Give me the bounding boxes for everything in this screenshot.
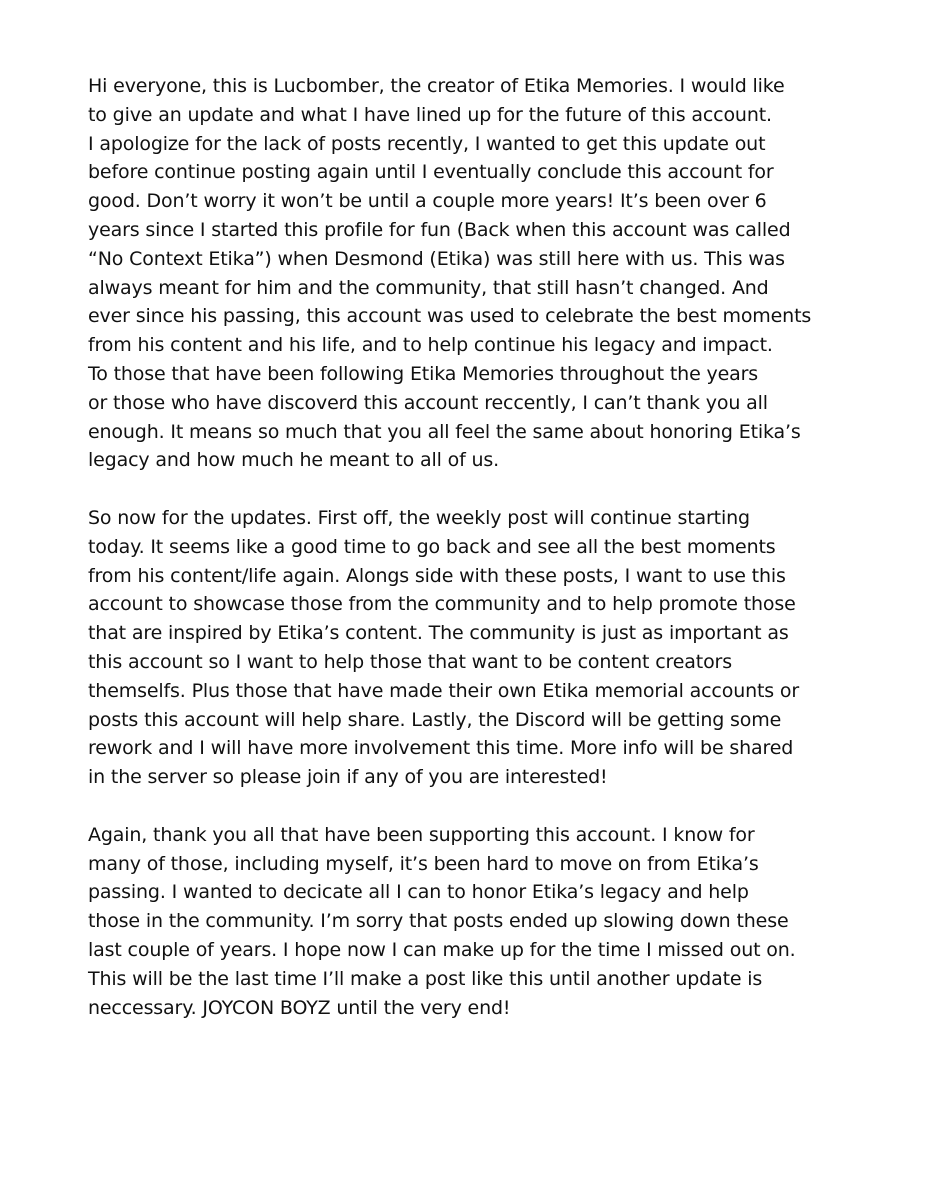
text-line: legacy and how much he meant to all of us. xyxy=(88,449,500,472)
text-line: always meant for him and the community, that still hasn’t changed. And xyxy=(88,276,769,299)
text-line: before continue posting again until I eventually conclude this account for xyxy=(88,161,774,184)
letter-body xyxy=(88,72,848,1051)
text-line: I apologize for the lack of posts recently, I wanted to get this update out xyxy=(88,132,766,155)
text-line: This will be the last time I’ll make a post like this until another update is xyxy=(88,967,763,990)
paragraph-intro xyxy=(88,72,848,475)
text-line: in the server so please join if any of you are interested! xyxy=(88,766,608,789)
text-line: To those that have been following Etika Memories throughout the years xyxy=(88,362,759,385)
text-line: this account so I want to help those that want to be content creators xyxy=(88,650,732,673)
text-line: enough. It means so much that you all feel the same about honoring Etika’s xyxy=(88,420,801,443)
text-line: ever since his passing, this account was used to celebrate the best moments xyxy=(88,305,812,328)
text-line: good. Don’t worry it won’t be until a couple more years! It’s been over 6 xyxy=(88,190,767,213)
text-line: passing. I wanted to decicate all I can to honor Etika’s legacy and help xyxy=(88,881,749,904)
paragraph-updates xyxy=(88,504,848,792)
text-line: years since I started this profile for fun (Back when this account was called xyxy=(88,218,791,241)
text-line: from his content/life again. Alongs side with these posts, I want to use this xyxy=(88,564,786,587)
text-line: that are inspired by Etika’s content. The community is just as important as xyxy=(88,622,789,645)
text-line: “No Context Etika”) when Desmond (Etika) was still here with us. This was xyxy=(88,247,785,270)
text-line: Hi everyone, this is Lucbomber, the creator of Etika Memories. I would like xyxy=(88,75,785,97)
text-line: neccessary. JOYCON BOYZ until the very end! xyxy=(88,996,511,1019)
text-line: or those who have discoverd this account reccently, I can’t thank you all xyxy=(88,391,768,414)
text-line: to give an update and what I have lined up for the future of this account. xyxy=(88,103,772,126)
text-line: today. It seems like a good time to go back and see all the best moments xyxy=(88,535,776,558)
text-line: many of those, including myself, it’s been hard to move on from Etika’s xyxy=(88,852,759,875)
text-line: from his content and his life, and to help continue his legacy and impact. xyxy=(88,334,773,357)
paragraph-closing xyxy=(88,821,848,1023)
text-line: themselfs. Plus those that have made their own Etika memorial accounts or xyxy=(88,679,800,702)
text-line: those in the community. I’m sorry that posts ended up slowing down these xyxy=(88,910,789,933)
text-line: rework and I will have more involvement this time. More info will be shared xyxy=(88,737,794,760)
text-line: Again, thank you all that have been supporting this account. I know for xyxy=(88,823,755,846)
text-line: posts this account will help share. Lastly, the Discord will be getting some xyxy=(88,708,782,731)
text-line: last couple of years. I hope now I can make up for the time I missed out on. xyxy=(88,938,796,961)
text-line: So now for the updates. First off, the weekly post will continue starting xyxy=(88,506,750,529)
text-line: account to showcase those from the community and to help promote those xyxy=(88,593,796,616)
